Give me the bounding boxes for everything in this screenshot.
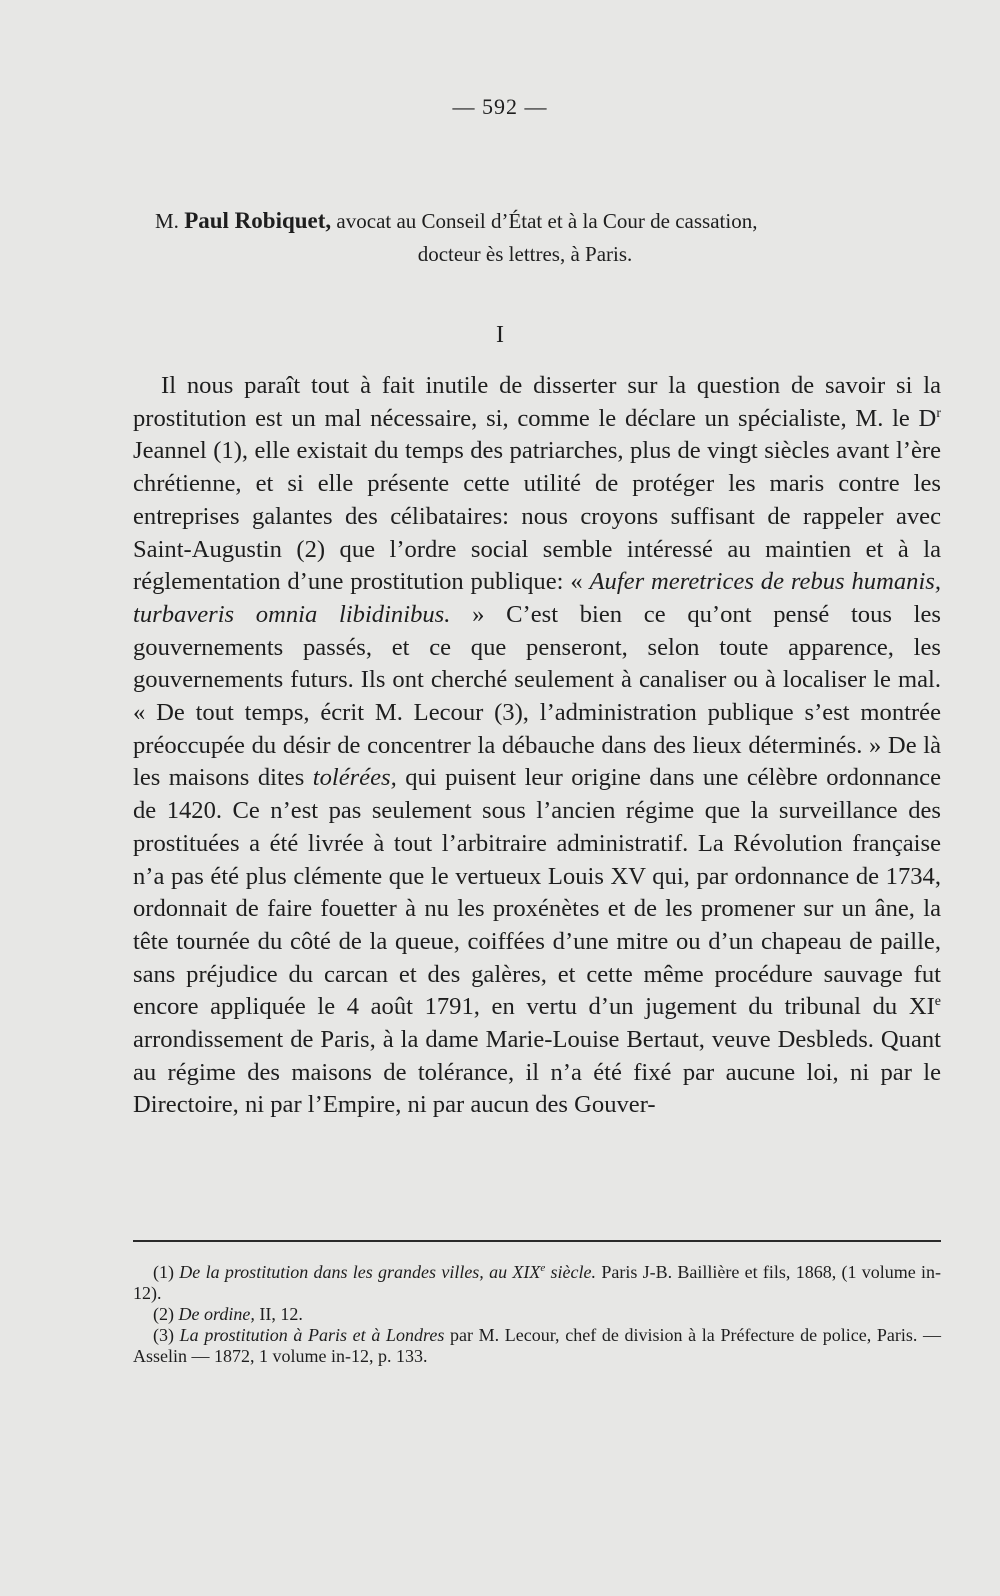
section-number: I xyxy=(496,322,504,348)
body-text-4: qui puisent leur origine dans une célèbre ordonnance de 1420. Ce n’est pas seulement sous l’ancien régime que la surveillance des prostituées a été livrée à tout l’arbitraire administratif. La Révolution française n’a pas été plus clémente que le vertueux Louis XV qui, par ordonnance de 1734, ordonnait de faire fouetter à nu les proxénètes et de les promener sur un âne, la tête tournée du côté de la queue, coiffées d’une mitre ou d’un chapeau de paille, sans préjudice du carcan et des galères, et cette même procédure sauvage fut encore appliquée le 4 août 1791, en vertu d’un jugement du tribunal du XI xyxy=(133,764,941,1021)
footnote-3-title: La prostitution à Paris et à Londres xyxy=(179,1325,445,1345)
footnotes xyxy=(133,1262,941,1367)
author-line-2: docteur ès lettres, à Paris. xyxy=(417,242,633,266)
body-text-3: » C’est bien ce qu’ont pensé tous les gouvernements passés, et ce que penseront, selon toute apparence, les gouvernements futurs. Ils ont cherché seulement à canaliser ou à localiser le mal. « De tout temps, écrit M. Lecour (3), l’administration publique s’est montrée préoccupée du désir de concentrer la débauche dans des lieux déterminés. » De là les maisons dites xyxy=(133,600,941,792)
author-heading xyxy=(155,208,915,267)
footnote-2-number: (2) xyxy=(153,1304,174,1324)
footnote-2-text: II, 12. xyxy=(259,1304,303,1324)
footnote-3-number: (3) xyxy=(153,1325,174,1345)
footnote-rule xyxy=(133,1240,941,1242)
author-prefix: M. xyxy=(155,209,179,233)
page-number: — 592 — xyxy=(452,94,548,119)
author-role: avocat au Conseil d’État et à la Cour de cassation, xyxy=(336,209,758,233)
body-paragraph xyxy=(133,370,941,1122)
footnote-3 xyxy=(133,1325,941,1367)
body-sup-2: e xyxy=(934,994,941,1010)
footnote-3-text: par M. Lecour, chef de division à la Préfecture de police, Paris. — Asselin — 1872, 1 volume in-12, p. 133. xyxy=(133,1325,942,1366)
footnote-2-title: De ordine, xyxy=(178,1304,255,1324)
author-line-1 xyxy=(155,208,915,234)
footnote-1-text: Paris J-B. Baillière et fils, 1868, (1 volume in-12). xyxy=(133,1262,942,1303)
footnote-1 xyxy=(133,1262,941,1304)
footnote-1-sup: e xyxy=(540,1262,546,1274)
footnote-1-number: (1) xyxy=(153,1262,174,1282)
footnote-1-title-text: De la prostitution dans les grandes villes, au XIX xyxy=(179,1262,541,1282)
body-text-2: Jeannel (1), elle existait du temps des patriarches, plus de vingt siècles avant l’ère chrétienne, et si elle présente cette utilité de protéger les maris contre les entreprises galantes des célibataires: nous croyons suffisant de rappeler avec Saint-Augustin (2) que l’ordre social semble intéressé au maintien et à la réglementation d’une prostitution publique: « xyxy=(133,437,941,596)
footnote-1-title xyxy=(179,1262,596,1282)
body-italic-toleree: tolérées, xyxy=(312,764,397,792)
footnote-1-title-end: siècle. xyxy=(550,1262,597,1282)
footnote-2 xyxy=(133,1304,941,1325)
body-sup-1: r xyxy=(936,405,941,421)
body-text-5: arrondissement de Paris, à la dame Marie-Louise Bertaut, veuve Desbleds. Quant au régime des maisons de tolérance, il n’a été fixé par aucune loi, ni par le Directoire, ni par l’Empire, ni par aucun des Gouver- xyxy=(133,1026,941,1119)
body-latin-quote: Aufer meretrices de rebus humanis, turbaveris omnia libidinibus. xyxy=(133,568,942,628)
body-text-1: Il nous paraît tout à fait inutile de disserter sur la question de savoir si la prostitution est un mal nécessaire, si, comme le déclare un spécialiste, M. le D xyxy=(133,372,941,432)
author-name: Paul Robiquet, xyxy=(184,208,332,233)
